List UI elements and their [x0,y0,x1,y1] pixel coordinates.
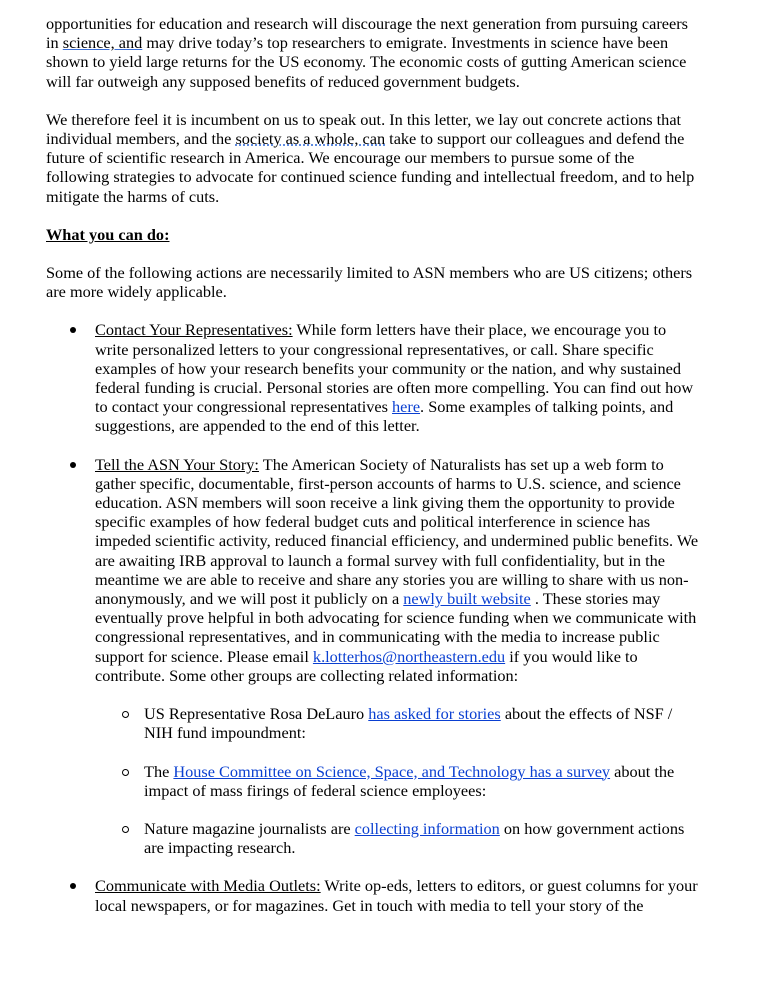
item-title: Tell the ASN Your Story: [95,454,259,474]
list-item-contact-representatives: Contact Your Representatives: While form letters have their place, we encourage you to write personalized letters to your congressional representatives, or call. Share specific examples of how your research benefits your community or the nation, and why sustained federal funding is crucial. Personal stories are often more compelling. You can find out how to contact your congressional representatives here. Some examples of talking points, and suggestions, are appended to the end of this letter. [46,320,700,435]
sublist-item-house-committee: The House Committee on Science, Space, and Technology has a survey about the impact of mass firings of federal science employees: [95,762,700,800]
email-link[interactable]: k.lotterhos@northeastern.edu [312,646,506,666]
intro-paragraph: Some of the following actions are necessarily limited to ASN members who are US citizens; others are more widely applicable. [46,263,693,302]
paragraph-economic-costs: opportunities for education and research will discourage the next generation from pursuing careers in science, and may drive today’s top researchers to emigrate. Investments in science have been shown to yield large returns for the US economy. The economic costs of gutting American science will far outweigh any supposed benefits of reduced government budgets. [46,14,688,91]
collecting-information-link[interactable]: collecting information [354,818,500,838]
grammar-flag[interactable]: society as a whole, can [235,129,386,149]
has-asked-for-stories-link[interactable]: has asked for stories [368,704,501,724]
list-item-media-outlets: Communicate with Media Outlets: Write op-eds, letters to editors, or guest columns for your local newspapers, or for magazines. Get in touch with media to tell your story of the [46,876,700,914]
house-committee-survey-link[interactable]: House Committee on Science, Space, and Technology has a survey [173,761,611,781]
grammar-flag[interactable]: science, and [62,33,143,53]
related-groups-list [95,704,700,857]
list-item-tell-your-story: Tell the ASN Your Story: The American Society of Naturalists has set up a web form to gather specific, documentable, first-person accounts of harms to U.S. science, and science education. ASN members will soon receive a link giving them the opportunity to provide specific examples of how federal budget cuts and political interference in science has impeded scientific activity, reduced financial efficiency, and undermined public benefits. We are awaiting IRB approval to launch a formal survey with full confidentiality, but in the meantime we are able to receive and share any stories you are willing to share with us non-anonymously, and we will post it publicly on a newly built website . These stories may eventually prove helpful in both advocating for science funding when we communicate with congressional representatives, and in communicating with the media to increase public support for science. Please email k.lotterhos@northeastern.edu if you would like to contribute. Some other groups are collecting related information: US Representative Rosa DeLauro has asked for stories about the effects of NSF / NIH fund impoundment: The House Committee on Science, Space, and Technology has a survey about the impact of mass firings of federal science employees: Nature magazine journalists are collecting information on how government actions are impacting research. [46,455,700,858]
item-title: Communicate with Media Outlets: [95,876,321,896]
paragraph-speak-out: We therefore feel it is incumbent on us to speak out. In this letter, we lay out concrete actions that individual members, and the society as a whole, can take to support our colleagues and defend the future of scientific research in America. We encourage our members to pursue some of the following strategies to advocate for continued science funding and intellectual freedom, and to help mitigate the harms of cuts. [46,109,695,206]
newly-built-website-link[interactable]: newly built website [403,589,531,609]
actions-list [46,320,700,914]
sublist-item-nature: Nature magazine journalists are collecting information on how government actions are impacting research. [95,819,700,857]
here-link[interactable]: here [392,397,421,417]
item-title: Contact Your Representatives: [95,320,293,340]
sublist-item-delauro: US Representative Rosa DeLauro has asked for stories about the effects of NSF / NIH fund impoundment: [95,704,700,742]
section-heading: What you can do: [46,224,170,244]
